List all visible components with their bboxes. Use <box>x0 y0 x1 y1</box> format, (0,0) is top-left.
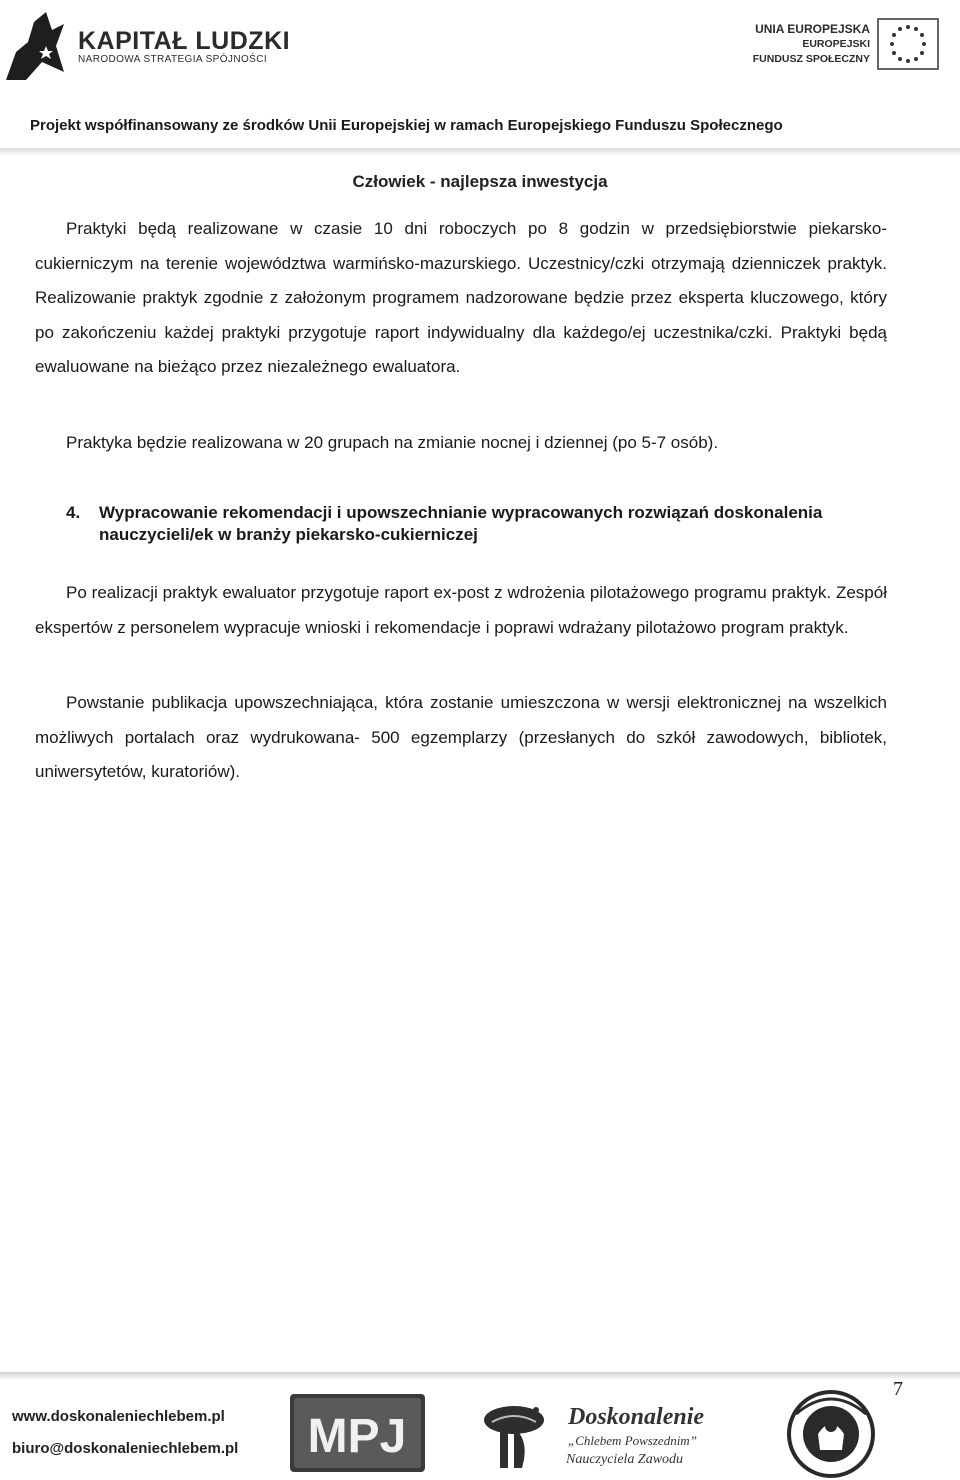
section-heading-4 <box>66 502 866 546</box>
paragraph-publication-text: Powstanie publikacja upowszechniająca, która zostanie umieszczona w wersji elektronicznej na wszelkich możliwych portalach oraz wydrukowana- 500 egzemplarzy (przesłanych do szkół zawodowych, bibliotek, uniwersytetów, kuratoriów). <box>35 693 887 781</box>
doskonalenie-title: Doskonalenie <box>568 1404 705 1430</box>
paragraph-practice-description <box>35 212 887 385</box>
kapital-ludzki-logo-icon <box>6 2 66 82</box>
paragraph-groups <box>35 426 887 461</box>
eu-label <box>753 22 870 67</box>
eu-label-line1: UNIA EUROPEJSKA <box>755 22 870 36</box>
slogan: Człowiek - najlepsza inwestycja <box>352 172 608 191</box>
paragraph-publication <box>35 686 887 790</box>
section-heading-text: Wypracowanie rekomendacji i upowszechnianie wypracowanych rozwiązań doskonalenia nauczycieli/ek w branży piekarsko-cukierniczej <box>99 503 823 544</box>
kapital-ludzki-subtitle: NARODOWA STRATEGIA SPÓJNOŚCI <box>78 54 268 65</box>
paragraph-practice-description-text: Praktyki będą realizowane w czasie 10 dni roboczych po 8 godzin w przedsiębiorstwie piekarsko-cukierniczym na terenie województwa warmińsko-mazurskiego. Uczestnicy/czki otrzymają dzienniczek praktyk. Realizowanie praktyk zgodnie z założonym programem nadzorowane będzie przez eksperta kluczowego, który po zakończeniu każdej praktyki przygotuje raport indywidualny dla każdego/ej uczestnika/czki. Praktyki będą ewaluowane na bieżąco przez niezależnego ewaluatora. <box>35 219 887 376</box>
eu-flag-icon <box>877 18 939 70</box>
bread-icon <box>470 1390 558 1470</box>
doskonalenie-subtitle-2: Nauczyciela Zawodu <box>566 1452 684 1467</box>
footer-email-link[interactable]: biuro@doskonaleniechlebem.pl <box>12 1440 239 1457</box>
header-divider <box>0 148 960 156</box>
paragraph-evaluation-report <box>35 576 887 645</box>
footer-website-link[interactable]: www.doskonaleniechlebem.pl <box>12 1408 225 1425</box>
eu-label-line3: FUNDUSZ SPOŁECZNY <box>752 53 870 65</box>
footer-divider <box>0 1372 960 1380</box>
mpj-logo-icon <box>290 1394 425 1472</box>
section-heading-number: 4. <box>66 503 81 522</box>
stowarzyszenie-kucharzy-seal-icon <box>776 1384 886 1478</box>
project-cofinancing-note: Projekt współfinansowany ze środków Unii Europejskiej w ramach Europejskiego Funduszu Społecznego <box>30 117 783 134</box>
paragraph-groups-text: Praktyka będzie realizowana w 20 grupach na zmianie nocnej i dziennej (po 5-7 osób). <box>66 433 719 452</box>
kapital-ludzki-title: KAPITAŁ LUDZKI <box>78 27 291 55</box>
paragraph-evaluation-report-text: Po realizacji praktyk ewaluator przygotuje raport ex-post z wdrożenia pilotażowego programu praktyk. Zespół ekspertów z personelem wypracuje wnioski i rekomendacje i poprawi wdrażany pilotażowo program praktyk. <box>35 583 887 637</box>
mpj-logo-text: MPJ <box>307 1410 407 1463</box>
eu-label-line2: EUROPEJSKI <box>802 38 870 50</box>
doskonalenie-subtitle: „Chlebem Powszednim” <box>568 1433 697 1448</box>
page-number: 7 <box>893 1378 903 1400</box>
